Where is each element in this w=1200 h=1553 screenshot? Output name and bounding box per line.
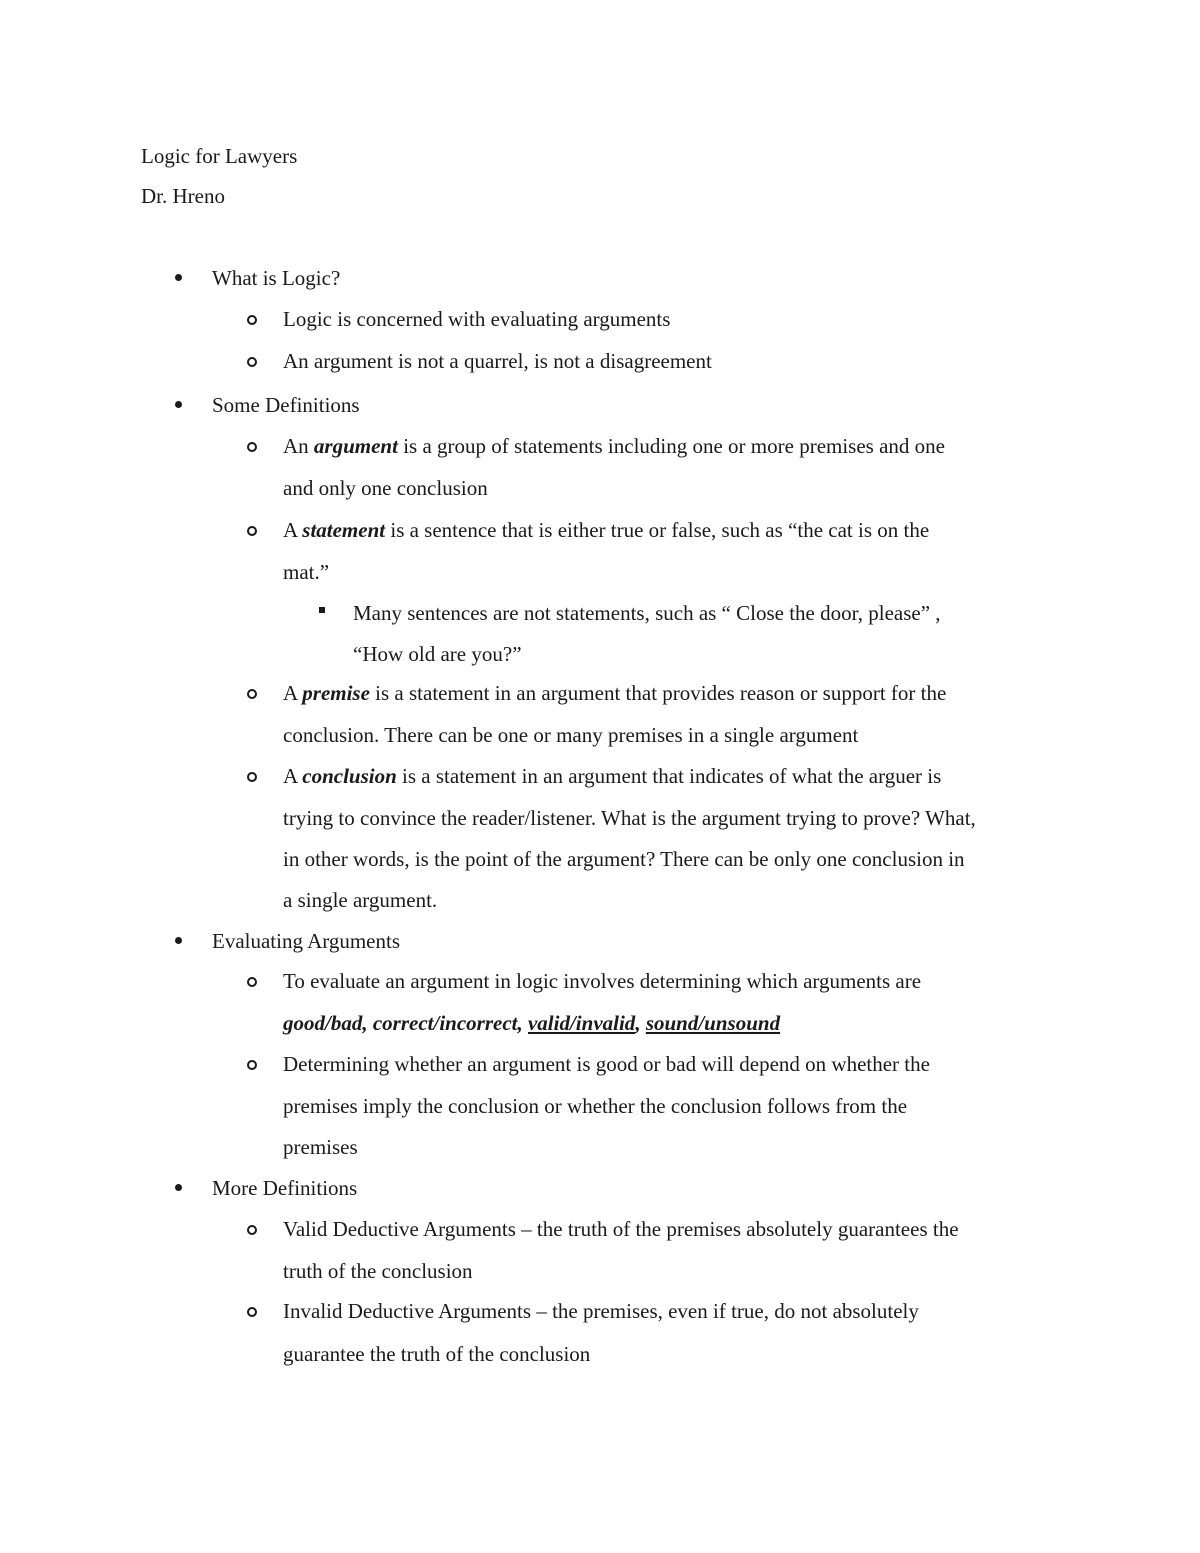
- definition-continuation: truth of the conclusion: [283, 1259, 473, 1283]
- list-item: Determining whether an argument is good or bad will depend on whether the: [283, 1052, 930, 1076]
- definition-prefix: An: [283, 434, 314, 458]
- document-title: Logic for Lawyers: [141, 144, 298, 168]
- definition-continuation: conclusion. There can be one or many premises in a single argument: [283, 723, 859, 747]
- section-heading-evaluating-arguments: Evaluating Arguments: [212, 929, 401, 953]
- bullet-level2-icon: [247, 1307, 257, 1317]
- term-separator: ,: [362, 1011, 373, 1035]
- bullet-level2-icon: [247, 442, 257, 452]
- bullet-level1-icon: [175, 274, 182, 281]
- definition-text: is a statement in an argument that provides reason or support for the: [369, 681, 947, 705]
- term-correct-incorrect: correct/incorrect: [372, 1011, 518, 1035]
- list-item-continuation: premises imply the conclusion or whether the conclusion follows from the: [283, 1094, 908, 1118]
- definition-continuation: trying to convince the reader/listener. What is the argument trying to prove? What,: [283, 806, 976, 830]
- bullet-level1-icon: [175, 937, 182, 944]
- bullet-level2-icon: [247, 1225, 257, 1235]
- term-conclusion: conclusion: [302, 764, 397, 788]
- bullet-level2-icon: [247, 526, 257, 536]
- term-good-bad: good/bad: [283, 1011, 363, 1035]
- sub-list-item-continuation: “How old are you?”: [353, 642, 522, 666]
- definition-continuation: a single argument.: [283, 888, 438, 912]
- definition-premise: [283, 681, 946, 705]
- definition-prefix: A: [283, 518, 303, 542]
- bullet-level2-icon: [247, 357, 257, 367]
- definition-text: is a sentence that is either true or false, such as “the cat is on the: [385, 518, 930, 542]
- list-item: Logic is concerned with evaluating arguments: [283, 307, 671, 331]
- evaluation-terms: [283, 1011, 780, 1035]
- term-statement: statement: [302, 518, 386, 542]
- definition-continuation: mat.”: [283, 560, 330, 584]
- sub-list-item: Many sentences are not statements, such as “ Close the door, please” ,: [353, 601, 941, 625]
- definition-conclusion: [283, 764, 941, 788]
- document-author: Dr. Hreno: [141, 184, 225, 208]
- definition-invalid-deductive: Invalid Deductive Arguments – the premises, even if true, do not absolutely: [283, 1299, 919, 1323]
- list-item: To evaluate an argument in logic involves determining which arguments are: [283, 969, 922, 993]
- list-item-continuation: premises: [283, 1135, 358, 1159]
- section-heading-more-definitions: More Definitions: [212, 1176, 358, 1200]
- term-separator: ,: [635, 1011, 646, 1035]
- term-sound-unsound: sound/unsound: [645, 1011, 781, 1035]
- definition-valid-deductive: Valid Deductive Arguments – the truth of the premises absolutely guarantees the: [283, 1217, 959, 1241]
- bullet-level2-icon: [247, 689, 257, 699]
- definition-statement: [283, 518, 929, 542]
- bullet-level2-icon: [247, 1060, 257, 1070]
- section-heading-some-definitions: Some Definitions: [212, 393, 360, 417]
- section-heading-what-is-logic: What is Logic?: [212, 266, 341, 290]
- term-separator: ,: [517, 1011, 528, 1035]
- term-argument: argument: [313, 434, 398, 458]
- term-valid-invalid: valid/invalid: [527, 1011, 636, 1035]
- definition-prefix: A: [283, 681, 303, 705]
- definition-continuation: in other words, is the point of the argument? There can be only one conclusion in: [283, 847, 965, 871]
- definition-prefix: A: [283, 764, 303, 788]
- bullet-level2-icon: [247, 772, 257, 782]
- definition-argument: [283, 434, 945, 458]
- definition-text: is a statement in an argument that indicates of what the arguer is: [396, 764, 942, 788]
- definition-continuation: and only one conclusion: [283, 476, 488, 500]
- bullet-level2-icon: [247, 315, 257, 325]
- bullet-level3-icon: [319, 607, 325, 613]
- list-item: An argument is not a quarrel, is not a disagreement: [283, 349, 712, 373]
- bullet-level2-icon: [247, 977, 257, 987]
- definition-text: is a group of statements including one or more premises and one: [397, 434, 945, 458]
- definition-continuation: guarantee the truth of the conclusion: [283, 1342, 591, 1366]
- bullet-level1-icon: [175, 1184, 182, 1191]
- bullet-level1-icon: [175, 401, 182, 408]
- term-premise: premise: [302, 681, 370, 705]
